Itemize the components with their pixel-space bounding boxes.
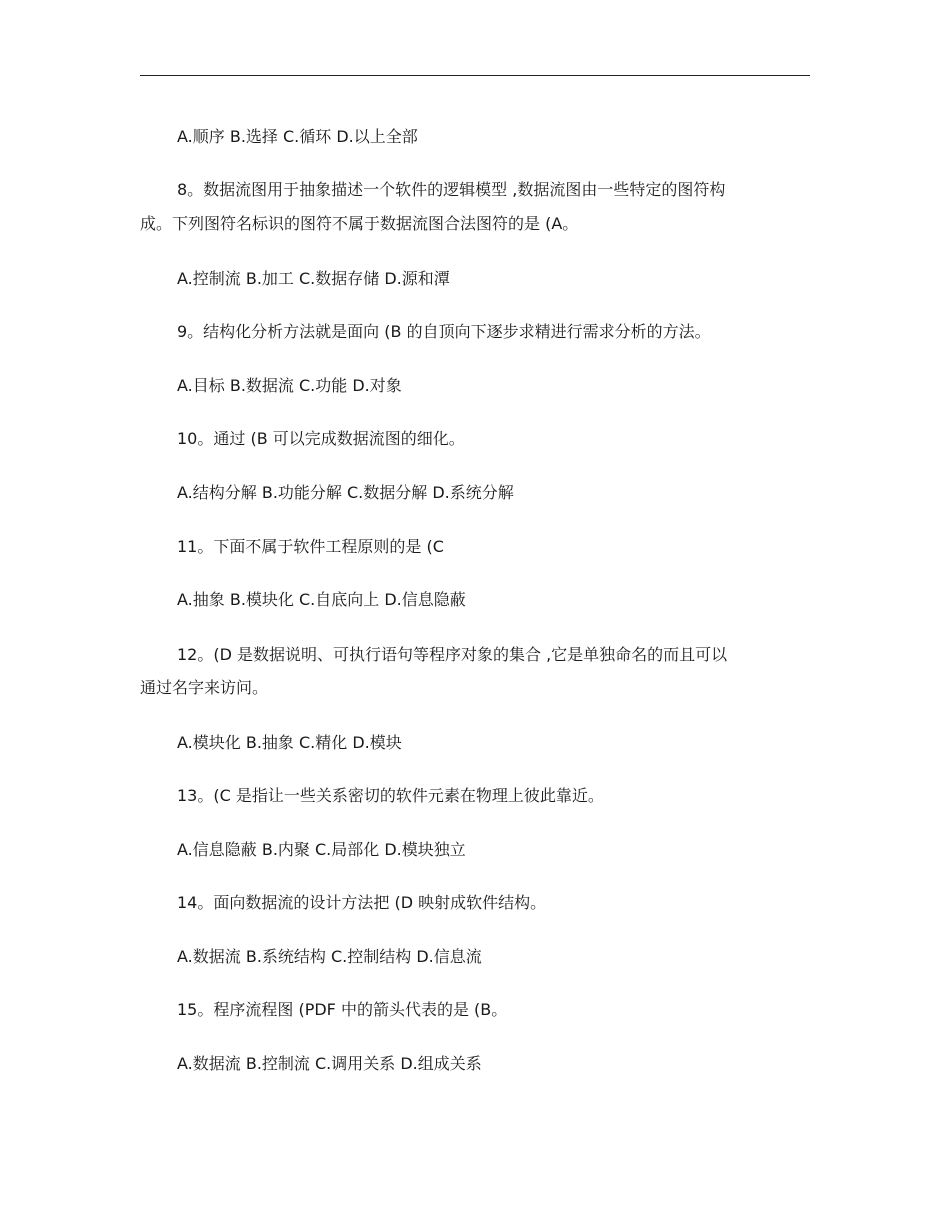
q7-options: A.顺序 B.选择 C.循环 D.以上全部 [177,127,418,146]
q14-options: A.数据流 B.系统结构 C.控制结构 D.信息流 [177,947,482,966]
q14-text: 14。面向数据流的设计方法把 (D 映射成软件结构。 [177,893,547,912]
q13-options: A.信息隐蔽 B.内聚 C.局部化 D.模块独立 [177,840,466,859]
q10-options: A.结构分解 B.功能分解 C.数据分解 D.系统分解 [177,483,514,502]
q8-options: A.控制流 B.加工 C.数据存储 D.源和潭 [177,269,450,288]
q15-options: A.数据流 B.控制流 C.调用关系 D.组成关系 [177,1054,482,1073]
q10-text: 10。通过 (B 可以完成数据流图的细化。 [177,429,465,448]
q12-text-line1: 12。(D 是数据说明、可执行语句等程序对象的集合 ,它是单独命名的而且可以 [177,645,728,664]
header-rule [140,75,810,76]
q9-options: A.目标 B.数据流 C.功能 D.对象 [177,376,402,395]
q12-text-line2: 通过名字来访问。 [140,678,269,697]
q11-options: A.抽象 B.模块化 C.自底向上 D.信息隐蔽 [177,590,466,609]
q13-text: 13。(C 是指让一些关系密切的软件元素在物理上彼此靠近。 [177,786,604,805]
q15-text: 15。程序流程图 (PDF 中的箭头代表的是 (B。 [177,1000,508,1019]
q8-text-line1: 8。数据流图用于抽象描述一个软件的逻辑模型 ,数据流图由一些特定的图符构 [177,180,726,199]
q12-options: A.模块化 B.抽象 C.精化 D.模块 [177,733,402,752]
q9-text: 9。结构化分析方法就是面向 (B 的自顶向下逐步求精进行需求分析的方法。 [177,322,711,341]
q8-text-line2: 成。下列图符名标识的图符不属于数据流图合法图符的是 (A。 [140,214,579,233]
q11-text: 11。下面不属于软件工程原则的是 (C [177,537,444,556]
